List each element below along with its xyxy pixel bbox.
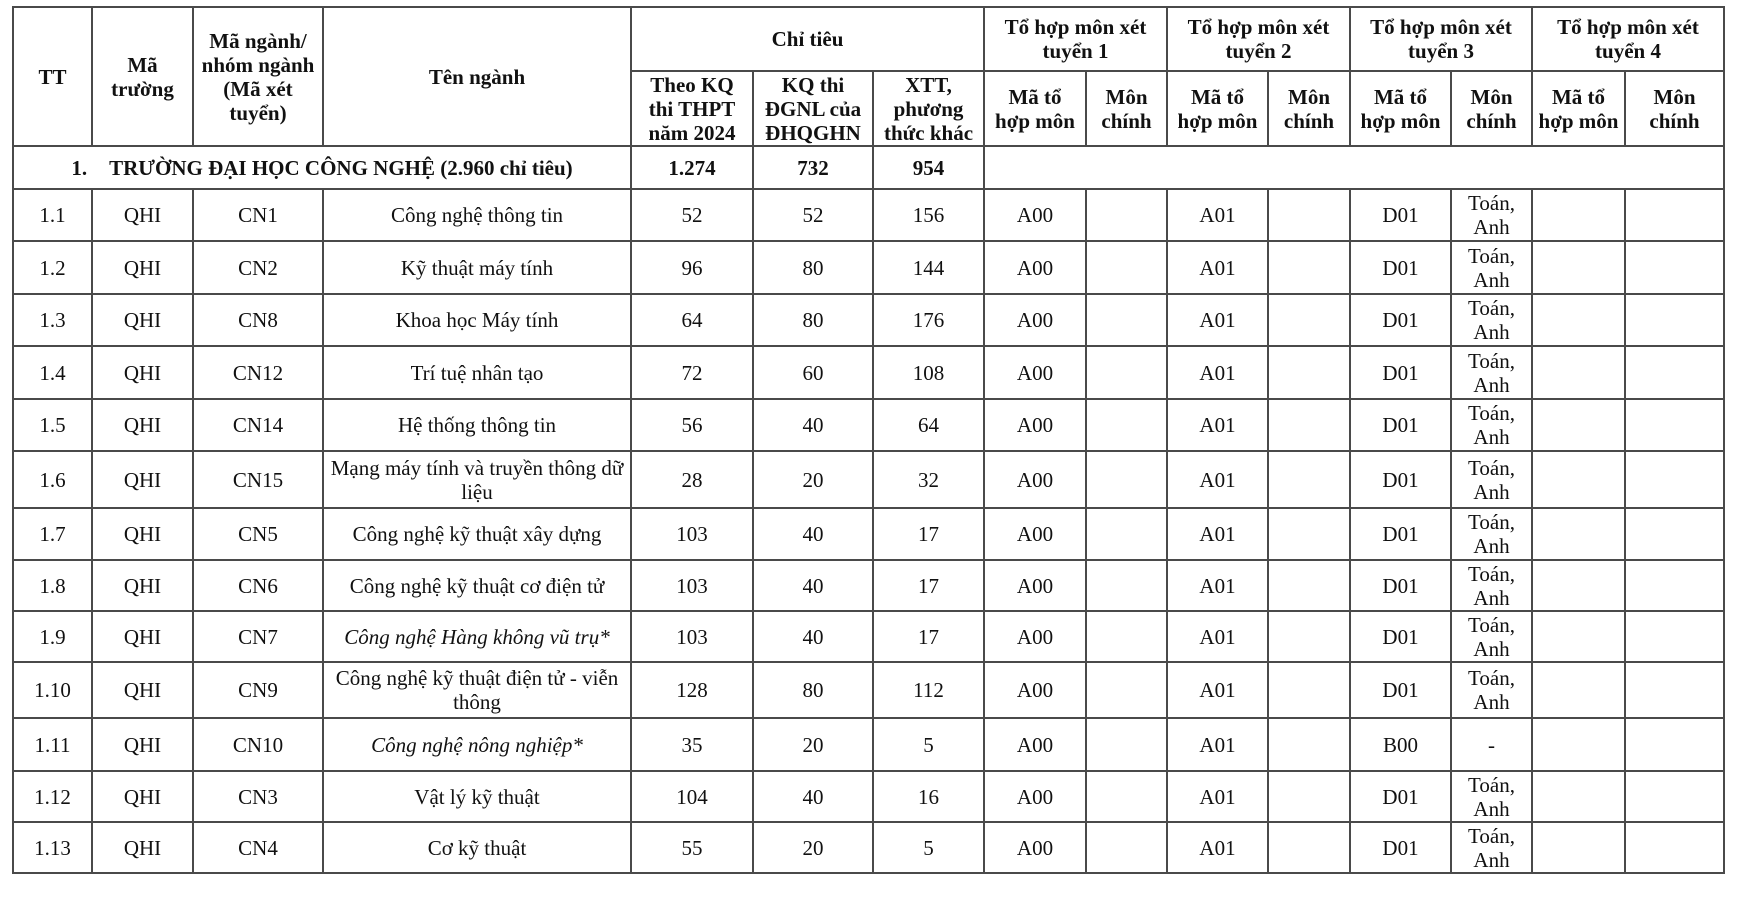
row-ma-to-hop-4 (1532, 718, 1625, 771)
row-ma-to-hop-1: A00 (984, 508, 1086, 560)
row-ma-truong: QHI (92, 718, 193, 771)
row-ma-nganh: CN7 (193, 611, 323, 662)
row-ma-to-hop-3: B00 (1350, 718, 1451, 771)
row-ma-to-hop-2: A01 (1167, 451, 1268, 508)
table-row (13, 346, 1724, 399)
row-mon-chinh-4 (1625, 822, 1724, 873)
header-row-top (13, 7, 1724, 71)
col-header-mon-chinh-3: Môn chính (1451, 71, 1532, 146)
row-xtt: 108 (873, 346, 984, 399)
row-ma-to-hop-2: A01 (1167, 346, 1268, 399)
row-ma-to-hop-1: A00 (984, 771, 1086, 822)
row-ma-truong: QHI (92, 508, 193, 560)
col-header-dgnl: KQ thi ĐGNL của ĐHQGHN (753, 71, 873, 146)
row-ma-to-hop-2: A01 (1167, 294, 1268, 346)
row-mon-chinh-4 (1625, 718, 1724, 771)
row-mon-chinh-2 (1268, 451, 1350, 508)
row-dgnl: 52 (753, 189, 873, 241)
row-mon-chinh-4 (1625, 189, 1724, 241)
row-ma-truong: QHI (92, 451, 193, 508)
row-tt: 1.2 (13, 241, 92, 294)
section-total-thpt: 1.274 (631, 146, 753, 189)
row-mon-chinh-4 (1625, 346, 1724, 399)
section-total-dgnl: 732 (753, 146, 873, 189)
row-ma-to-hop-1: A00 (984, 451, 1086, 508)
row-xtt: 176 (873, 294, 984, 346)
row-mon-chinh-3: Toán, Anh (1451, 346, 1532, 399)
row-ma-to-hop-3: D01 (1350, 399, 1451, 451)
section-title: TRƯỜNG ĐẠI HỌC CÔNG NGHỆ (2.960 chỉ tiêu) (109, 155, 573, 180)
row-dgnl: 40 (753, 771, 873, 822)
row-ma-to-hop-3: D01 (1350, 294, 1451, 346)
row-ma-nganh: CN6 (193, 560, 323, 611)
row-mon-chinh-4 (1625, 611, 1724, 662)
col-header-ma-to-hop-3: Mã tổ hợp môn (1350, 71, 1451, 146)
col-header-to-hop-2: Tổ hợp môn xét tuyển 2 (1167, 7, 1350, 71)
row-mon-chinh-4 (1625, 771, 1724, 822)
row-ma-to-hop-3: D01 (1350, 241, 1451, 294)
row-ma-to-hop-3: D01 (1350, 189, 1451, 241)
row-mon-chinh-3: Toán, Anh (1451, 508, 1532, 560)
row-ma-to-hop-3: D01 (1350, 560, 1451, 611)
row-thpt: 64 (631, 294, 753, 346)
row-mon-chinh-2 (1268, 399, 1350, 451)
row-mon-chinh-2 (1268, 346, 1350, 399)
row-tt: 1.3 (13, 294, 92, 346)
row-ma-truong: QHI (92, 662, 193, 718)
row-mon-chinh-3: - (1451, 718, 1532, 771)
row-xtt: 17 (873, 508, 984, 560)
row-ten-nganh: Kỹ thuật máy tính (323, 241, 631, 294)
row-ma-to-hop-4 (1532, 662, 1625, 718)
row-mon-chinh-2 (1268, 294, 1350, 346)
col-header-xtt: XTT, phương thức khác (873, 71, 984, 146)
row-ma-to-hop-1: A00 (984, 718, 1086, 771)
row-ma-truong: QHI (92, 399, 193, 451)
table-row (13, 241, 1724, 294)
row-xtt: 144 (873, 241, 984, 294)
row-thpt: 103 (631, 611, 753, 662)
row-tt: 1.8 (13, 560, 92, 611)
row-ma-to-hop-1: A00 (984, 346, 1086, 399)
col-header-ma-to-hop-2: Mã tổ hợp môn (1167, 71, 1268, 146)
row-ma-to-hop-1: A00 (984, 662, 1086, 718)
row-mon-chinh-1 (1086, 771, 1167, 822)
row-ten-nganh: Trí tuệ nhân tạo (323, 346, 631, 399)
row-ten-nganh: Công nghệ nông nghiệp* (323, 718, 631, 771)
table-row (13, 822, 1724, 873)
section-empty-cell (984, 146, 1724, 189)
row-ten-nganh: Cơ kỹ thuật (323, 822, 631, 873)
row-tt: 1.12 (13, 771, 92, 822)
row-dgnl: 60 (753, 346, 873, 399)
row-ma-nganh: CN9 (193, 662, 323, 718)
row-ten-nganh: Công nghệ kỹ thuật điện tử - viễn thông (323, 662, 631, 718)
row-ma-to-hop-2: A01 (1167, 611, 1268, 662)
row-mon-chinh-2 (1268, 560, 1350, 611)
row-mon-chinh-2 (1268, 662, 1350, 718)
table-row (13, 294, 1724, 346)
row-ma-to-hop-3: D01 (1350, 451, 1451, 508)
col-header-to-hop-1: Tổ hợp môn xét tuyển 1 (984, 7, 1167, 71)
row-xtt: 5 (873, 718, 984, 771)
row-ma-to-hop-4 (1532, 241, 1625, 294)
table-row (13, 771, 1724, 822)
row-xtt: 17 (873, 611, 984, 662)
row-dgnl: 20 (753, 822, 873, 873)
row-ma-nganh: CN8 (193, 294, 323, 346)
col-header-to-hop-4: Tổ hợp môn xét tuyển 4 (1532, 7, 1724, 71)
row-ten-nganh: Công nghệ Hàng không vũ trụ* (323, 611, 631, 662)
row-mon-chinh-4 (1625, 451, 1724, 508)
row-thpt: 96 (631, 241, 753, 294)
col-header-ma-nganh: Mã ngành/ nhóm ngành (Mã xét tuyển) (193, 7, 323, 146)
row-mon-chinh-2 (1268, 771, 1350, 822)
col-header-chi-tieu: Chỉ tiêu (631, 7, 984, 71)
row-tt: 1.5 (13, 399, 92, 451)
row-thpt: 52 (631, 189, 753, 241)
row-mon-chinh-2 (1268, 241, 1350, 294)
row-dgnl: 20 (753, 718, 873, 771)
row-xtt: 156 (873, 189, 984, 241)
row-mon-chinh-4 (1625, 241, 1724, 294)
row-ma-to-hop-2: A01 (1167, 189, 1268, 241)
row-mon-chinh-2 (1268, 611, 1350, 662)
row-mon-chinh-1 (1086, 662, 1167, 718)
section-row (13, 146, 1724, 189)
row-ma-to-hop-2: A01 (1167, 771, 1268, 822)
row-ma-nganh: CN4 (193, 822, 323, 873)
row-thpt: 55 (631, 822, 753, 873)
row-mon-chinh-1 (1086, 451, 1167, 508)
row-tt: 1.10 (13, 662, 92, 718)
row-ma-to-hop-3: D01 (1350, 771, 1451, 822)
table-row (13, 508, 1724, 560)
row-tt: 1.6 (13, 451, 92, 508)
row-ma-to-hop-2: A01 (1167, 560, 1268, 611)
row-mon-chinh-3: Toán, Anh (1451, 399, 1532, 451)
row-mon-chinh-4 (1625, 508, 1724, 560)
row-mon-chinh-1 (1086, 346, 1167, 399)
row-mon-chinh-3: Toán, Anh (1451, 662, 1532, 718)
row-ma-truong: QHI (92, 241, 193, 294)
row-dgnl: 40 (753, 399, 873, 451)
row-ma-nganh: CN5 (193, 508, 323, 560)
row-tt: 1.7 (13, 508, 92, 560)
row-tt: 1.13 (13, 822, 92, 873)
row-mon-chinh-4 (1625, 662, 1724, 718)
row-mon-chinh-3: Toán, Anh (1451, 560, 1532, 611)
row-thpt: 128 (631, 662, 753, 718)
row-tt: 1.11 (13, 718, 92, 771)
row-ma-truong: QHI (92, 611, 193, 662)
row-mon-chinh-4 (1625, 399, 1724, 451)
row-ma-truong: QHI (92, 346, 193, 399)
row-ma-to-hop-4 (1532, 399, 1625, 451)
row-mon-chinh-3: Toán, Anh (1451, 294, 1532, 346)
col-header-ma-to-hop-1: Mã tổ hợp môn (984, 71, 1086, 146)
row-ma-to-hop-2: A01 (1167, 718, 1268, 771)
row-xtt: 112 (873, 662, 984, 718)
row-mon-chinh-3: Toán, Anh (1451, 451, 1532, 508)
row-ma-to-hop-3: D01 (1350, 662, 1451, 718)
row-ma-nganh: CN15 (193, 451, 323, 508)
row-ma-truong: QHI (92, 294, 193, 346)
row-ma-to-hop-1: A00 (984, 294, 1086, 346)
row-ten-nganh: Hệ thống thông tin (323, 399, 631, 451)
row-mon-chinh-1 (1086, 294, 1167, 346)
row-ma-to-hop-2: A01 (1167, 399, 1268, 451)
row-thpt: 104 (631, 771, 753, 822)
row-mon-chinh-1 (1086, 189, 1167, 241)
row-ma-to-hop-4 (1532, 822, 1625, 873)
row-thpt: 72 (631, 346, 753, 399)
row-ma-to-hop-1: A00 (984, 560, 1086, 611)
row-mon-chinh-2 (1268, 508, 1350, 560)
row-ma-to-hop-4 (1532, 771, 1625, 822)
row-mon-chinh-1 (1086, 399, 1167, 451)
row-mon-chinh-3: Toán, Anh (1451, 822, 1532, 873)
row-ma-to-hop-3: D01 (1350, 346, 1451, 399)
row-thpt: 56 (631, 399, 753, 451)
row-dgnl: 20 (753, 451, 873, 508)
row-ma-to-hop-4 (1532, 611, 1625, 662)
row-mon-chinh-4 (1625, 294, 1724, 346)
admissions-quota-table (12, 6, 1725, 874)
row-dgnl: 80 (753, 294, 873, 346)
table-row (13, 718, 1724, 771)
table-row (13, 560, 1724, 611)
row-ma-truong: QHI (92, 189, 193, 241)
row-mon-chinh-3: Toán, Anh (1451, 241, 1532, 294)
table-row (13, 611, 1724, 662)
row-mon-chinh-1 (1086, 508, 1167, 560)
row-ma-truong: QHI (92, 771, 193, 822)
row-mon-chinh-2 (1268, 718, 1350, 771)
row-ma-to-hop-4 (1532, 508, 1625, 560)
row-ma-to-hop-3: D01 (1350, 611, 1451, 662)
row-ma-truong: QHI (92, 560, 193, 611)
row-ma-nganh: CN2 (193, 241, 323, 294)
row-ma-to-hop-1: A00 (984, 241, 1086, 294)
row-ten-nganh: Khoa học Máy tính (323, 294, 631, 346)
row-ma-nganh: CN3 (193, 771, 323, 822)
row-ma-to-hop-4 (1532, 346, 1625, 399)
section-number: 1. (71, 155, 88, 180)
col-header-mon-chinh-1: Môn chính (1086, 71, 1167, 146)
row-ten-nganh: Công nghệ kỹ thuật xây dựng (323, 508, 631, 560)
row-mon-chinh-4 (1625, 560, 1724, 611)
row-xtt: 64 (873, 399, 984, 451)
row-tt: 1.9 (13, 611, 92, 662)
row-ma-to-hop-1: A00 (984, 189, 1086, 241)
col-header-tt: TT (13, 7, 92, 146)
section-total-xtt: 954 (873, 146, 984, 189)
row-ma-nganh: CN1 (193, 189, 323, 241)
row-ten-nganh: Mạng máy tính và truyền thông dữ liệu (323, 451, 631, 508)
row-mon-chinh-1 (1086, 560, 1167, 611)
col-header-mon-chinh-4: Môn chính (1625, 71, 1724, 146)
row-thpt: 103 (631, 560, 753, 611)
row-ma-to-hop-1: A00 (984, 399, 1086, 451)
row-mon-chinh-3: Toán, Anh (1451, 771, 1532, 822)
col-header-mon-chinh-2: Môn chính (1268, 71, 1350, 146)
row-xtt: 5 (873, 822, 984, 873)
row-mon-chinh-2 (1268, 189, 1350, 241)
row-tt: 1.1 (13, 189, 92, 241)
table-row (13, 399, 1724, 451)
row-xtt: 17 (873, 560, 984, 611)
col-header-thpt: Theo KQ thi THPT năm 2024 (631, 71, 753, 146)
row-mon-chinh-1 (1086, 718, 1167, 771)
row-ma-to-hop-1: A00 (984, 822, 1086, 873)
row-xtt: 32 (873, 451, 984, 508)
col-header-ten-nganh: Tên ngành (323, 7, 631, 146)
row-ten-nganh: Công nghệ kỹ thuật cơ điện tử (323, 560, 631, 611)
row-ten-nganh: Vật lý kỹ thuật (323, 771, 631, 822)
row-dgnl: 40 (753, 560, 873, 611)
row-dgnl: 40 (753, 611, 873, 662)
row-thpt: 28 (631, 451, 753, 508)
row-dgnl: 40 (753, 508, 873, 560)
row-ma-nganh: CN14 (193, 399, 323, 451)
row-mon-chinh-1 (1086, 822, 1167, 873)
row-ma-to-hop-2: A01 (1167, 662, 1268, 718)
row-ma-to-hop-3: D01 (1350, 508, 1451, 560)
row-ma-nganh: CN10 (193, 718, 323, 771)
row-thpt: 35 (631, 718, 753, 771)
row-ma-to-hop-2: A01 (1167, 822, 1268, 873)
col-header-to-hop-3: Tổ hợp môn xét tuyển 3 (1350, 7, 1532, 71)
row-ma-to-hop-4 (1532, 560, 1625, 611)
section-title-cell (13, 146, 631, 189)
col-header-ma-to-hop-4: Mã tổ hợp môn (1532, 71, 1625, 146)
row-ten-nganh: Công nghệ thông tin (323, 189, 631, 241)
table-row (13, 451, 1724, 508)
row-ma-to-hop-4 (1532, 189, 1625, 241)
row-ma-to-hop-3: D01 (1350, 822, 1451, 873)
row-dgnl: 80 (753, 241, 873, 294)
row-xtt: 16 (873, 771, 984, 822)
row-mon-chinh-1 (1086, 241, 1167, 294)
row-ma-to-hop-2: A01 (1167, 241, 1268, 294)
col-header-ma-truong: Mã trường (92, 7, 193, 146)
table-row (13, 189, 1724, 241)
row-ma-to-hop-4 (1532, 294, 1625, 346)
row-dgnl: 80 (753, 662, 873, 718)
row-mon-chinh-3: Toán, Anh (1451, 611, 1532, 662)
row-mon-chinh-2 (1268, 822, 1350, 873)
row-ma-to-hop-2: A01 (1167, 508, 1268, 560)
row-tt: 1.4 (13, 346, 92, 399)
row-mon-chinh-1 (1086, 611, 1167, 662)
row-thpt: 103 (631, 508, 753, 560)
row-ma-to-hop-4 (1532, 451, 1625, 508)
row-mon-chinh-3: Toán, Anh (1451, 189, 1532, 241)
row-ma-to-hop-1: A00 (984, 611, 1086, 662)
table-row (13, 662, 1724, 718)
row-ma-truong: QHI (92, 822, 193, 873)
row-ma-nganh: CN12 (193, 346, 323, 399)
